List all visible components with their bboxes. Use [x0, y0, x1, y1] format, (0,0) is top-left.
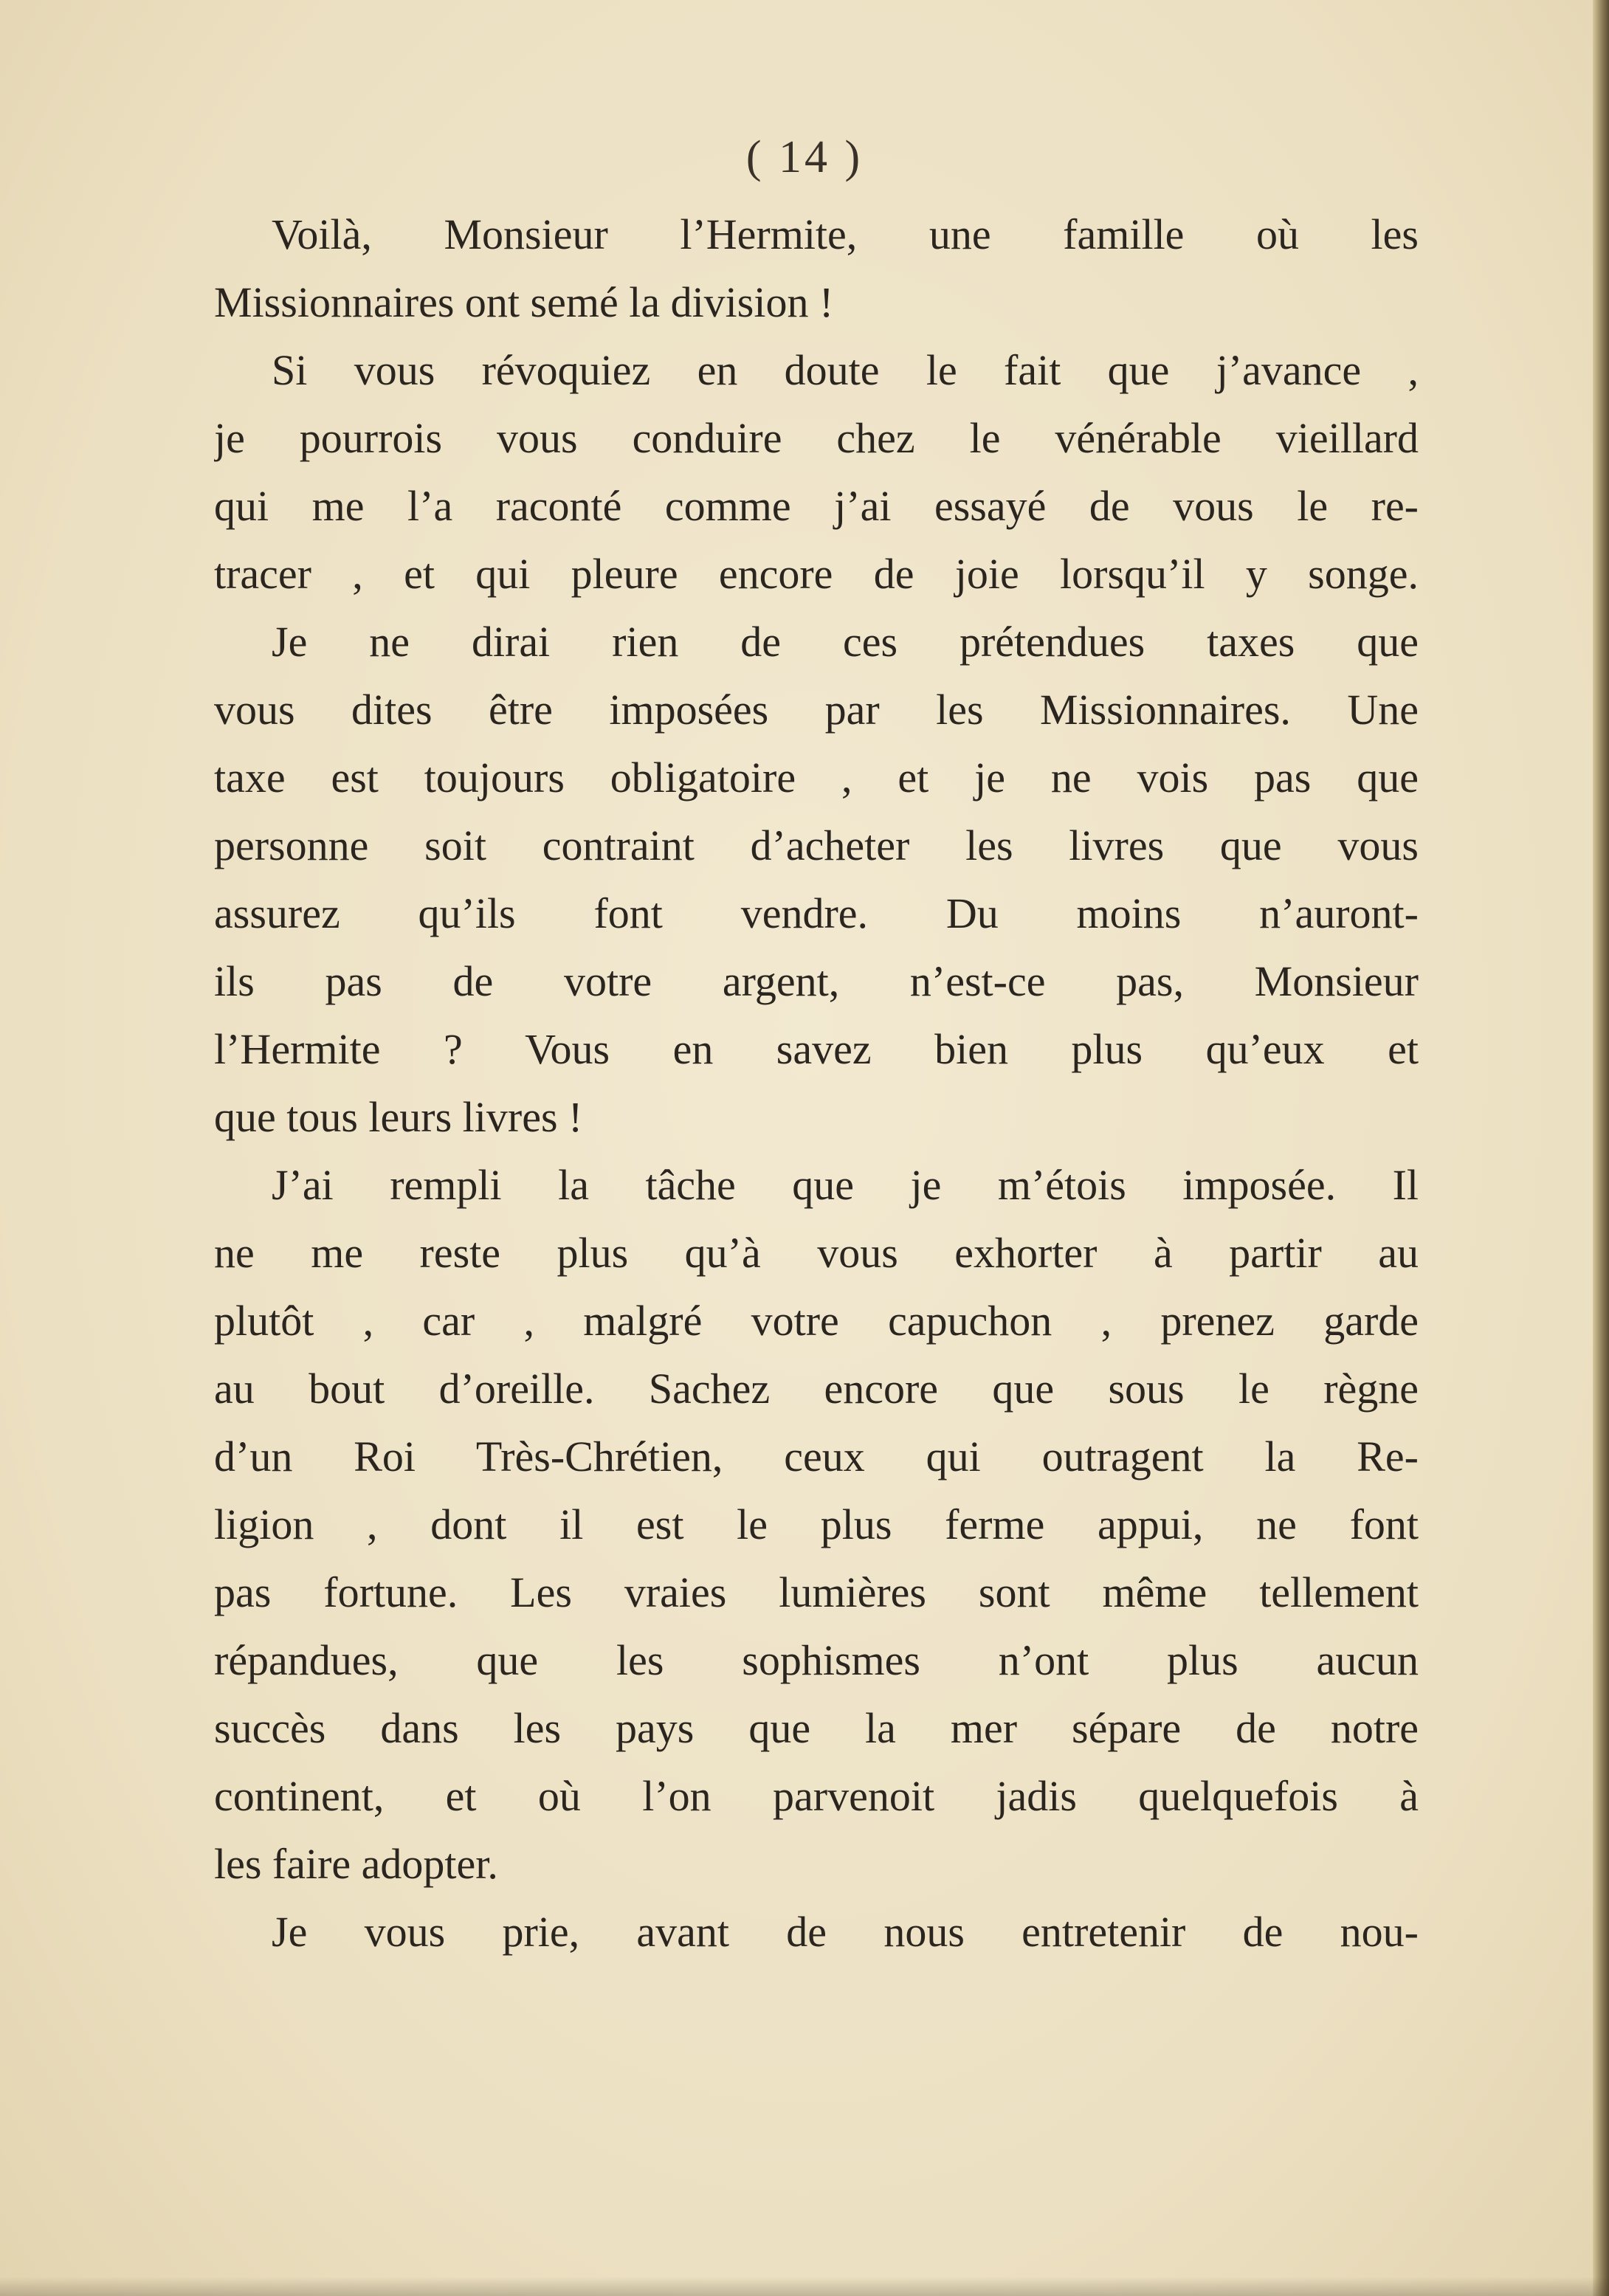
text-line: ligion , dont il est le plus ferme appui, ne font [214, 1500, 1419, 1548]
text-line: J’ai rempli la tâche que je m’étois imposée. Il [272, 1161, 1419, 1209]
text-line: Je ne dirai rien de ces prétendues taxes que [272, 618, 1419, 666]
text-line: l’Hermite ? Vous en savez bien plus qu’eux et [214, 1025, 1419, 1073]
text-line: Voilà, Monsieur l’Hermite, une famille où les [272, 210, 1419, 258]
text-line: qui me l’a raconté comme j’ai essayé de vous le re- [214, 482, 1419, 530]
page-edge [1593, 0, 1609, 2296]
page-bottom-shadow [0, 2277, 1609, 2296]
text-line: plutôt , car , malgré votre capuchon , prenez garde [214, 1297, 1419, 1345]
text-line: vous dites être imposées par les Missionnaires. Une [214, 686, 1419, 734]
text-line: Je vous prie, avant de nous entretenir de nou- [272, 1908, 1419, 1956]
text-line: succès dans les pays que la mer sépare de notre [214, 1704, 1419, 1752]
text-line: Si vous révoquiez en doute le fait que j’avance , [272, 346, 1419, 394]
text-line: que tous leurs livres ! [214, 1093, 583, 1141]
text-line: les faire adopter. [214, 1840, 498, 1888]
text-line: Missionnaires ont semé la division ! [214, 278, 834, 326]
text-line: je pourrois vous conduire chez le vénérable vieillard [214, 414, 1419, 462]
text-line: taxe est toujours obligatoire , et je ne vois pas que [214, 754, 1419, 801]
text-line: répandues, que les sophismes n’ont plus aucun [214, 1636, 1419, 1684]
text-line: ils pas de votre argent, n’est-ce pas, Monsieur [214, 957, 1419, 1005]
text-line: au bout d’oreille. Sachez encore que sous le règne [214, 1365, 1419, 1413]
text-line: personne soit contraint d’acheter les livres que vous [214, 821, 1419, 869]
text-line: ne me reste plus qu’à vous exhorter à partir au [214, 1229, 1419, 1277]
text-line: continent, et où l’on parvenoit jadis quelquefois à [214, 1772, 1419, 1820]
body-text [214, 201, 1419, 1966]
text-line: assurez qu’ils font vendre. Du moins n’auront- [214, 889, 1419, 937]
text-line: d’un Roi Très-Chrétien, ceux qui outragent la Re- [214, 1433, 1419, 1480]
page-number: ( 14 ) [745, 132, 864, 182]
text-line: tracer , et qui pleure encore de joie lorsqu’il y songe. [214, 550, 1419, 598]
text-line: pas fortune. Les vraies lumières sont même tellement [214, 1568, 1419, 1616]
